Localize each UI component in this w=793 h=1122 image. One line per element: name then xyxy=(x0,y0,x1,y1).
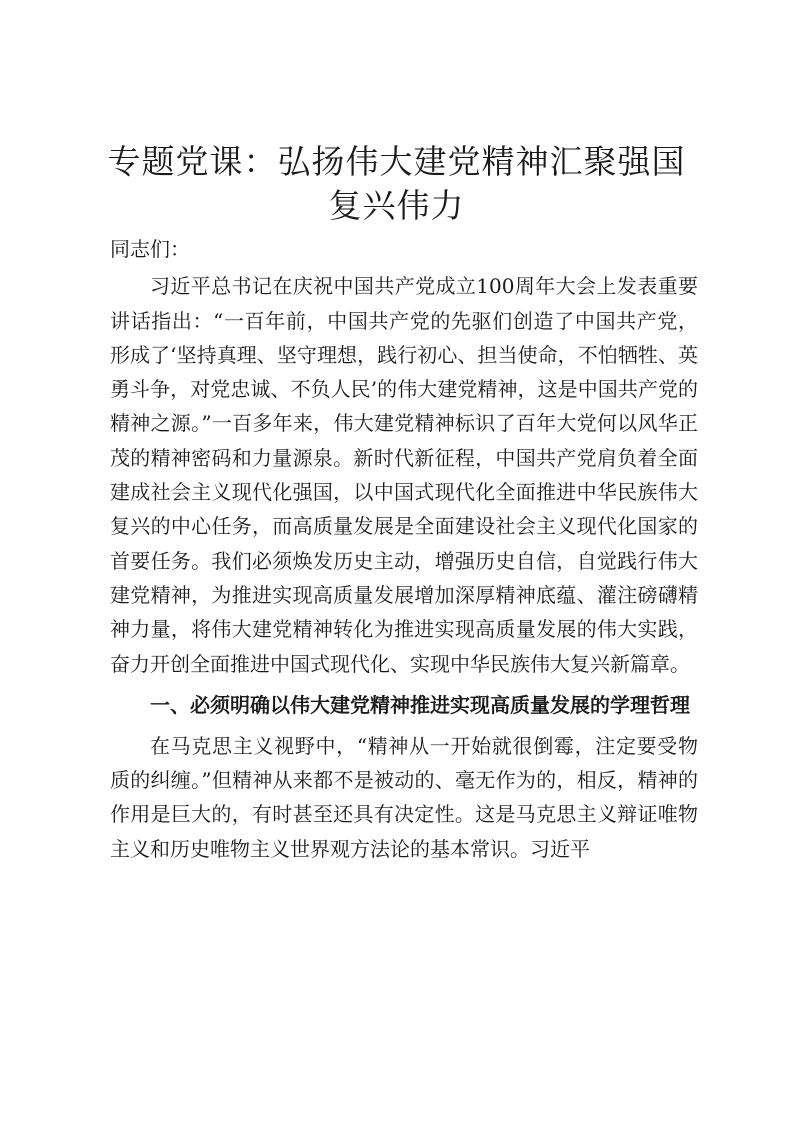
salutation: 同志们： xyxy=(110,237,190,261)
section-heading: 一、必须明确以伟大建党精神推进实现高质量发展的学理哲理 xyxy=(150,692,690,717)
document-title: 专题党课：弘扬伟大建党精神汇聚强国复兴伟力 xyxy=(107,142,686,225)
document-body xyxy=(110,232,698,866)
paragraph-intro: 习近平总书记在庆祝中国共产党成立100周年大会上发表重要讲话指出：“一百年前，中国共产党的先驱们创造了中国共产党，形成了‘坚持真理、坚守理想，践行初心、担当使命，不怕牺牲、英勇斗争，对党忠诚、不负人民’的伟大建党精神，这是中国共产党的精神之源。”一百多年来，伟大建党精神标识了百年大党何以风华正茂的精神密码和力量源泉。新时代新征程，中国共产党肩负着全面建成社会主义现代化强国，以中国式现代化全面推进中华民族伟大复兴的中心任务，而高质量发展是全面建设社会主义现代化国家的首要任务。我们必须焕发历史主动，增强历史自信，自觉践行伟大建党精神，为推进实现高质量发展增加深厚精神底蕴、灌注磅礴精神力量，将伟大建党精神转化为推进实现高质量发展的伟大实践，奋力开创全面推进中国式现代化、实现中华民族伟大复兴新篇章。 xyxy=(110,274,698,676)
paragraph-section-one: 在马克思主义视野中，“精神从一开始就很倒霉，注定要受物质的纠缠。”但精神从来都不是被动的、毫无作为的，相反，精神的作用是巨大的，有时甚至还具有决定性。这是马克思主义辩证唯物主义和历史唯物主义世界观方法论的基本常识。习近平 xyxy=(110,733,698,861)
